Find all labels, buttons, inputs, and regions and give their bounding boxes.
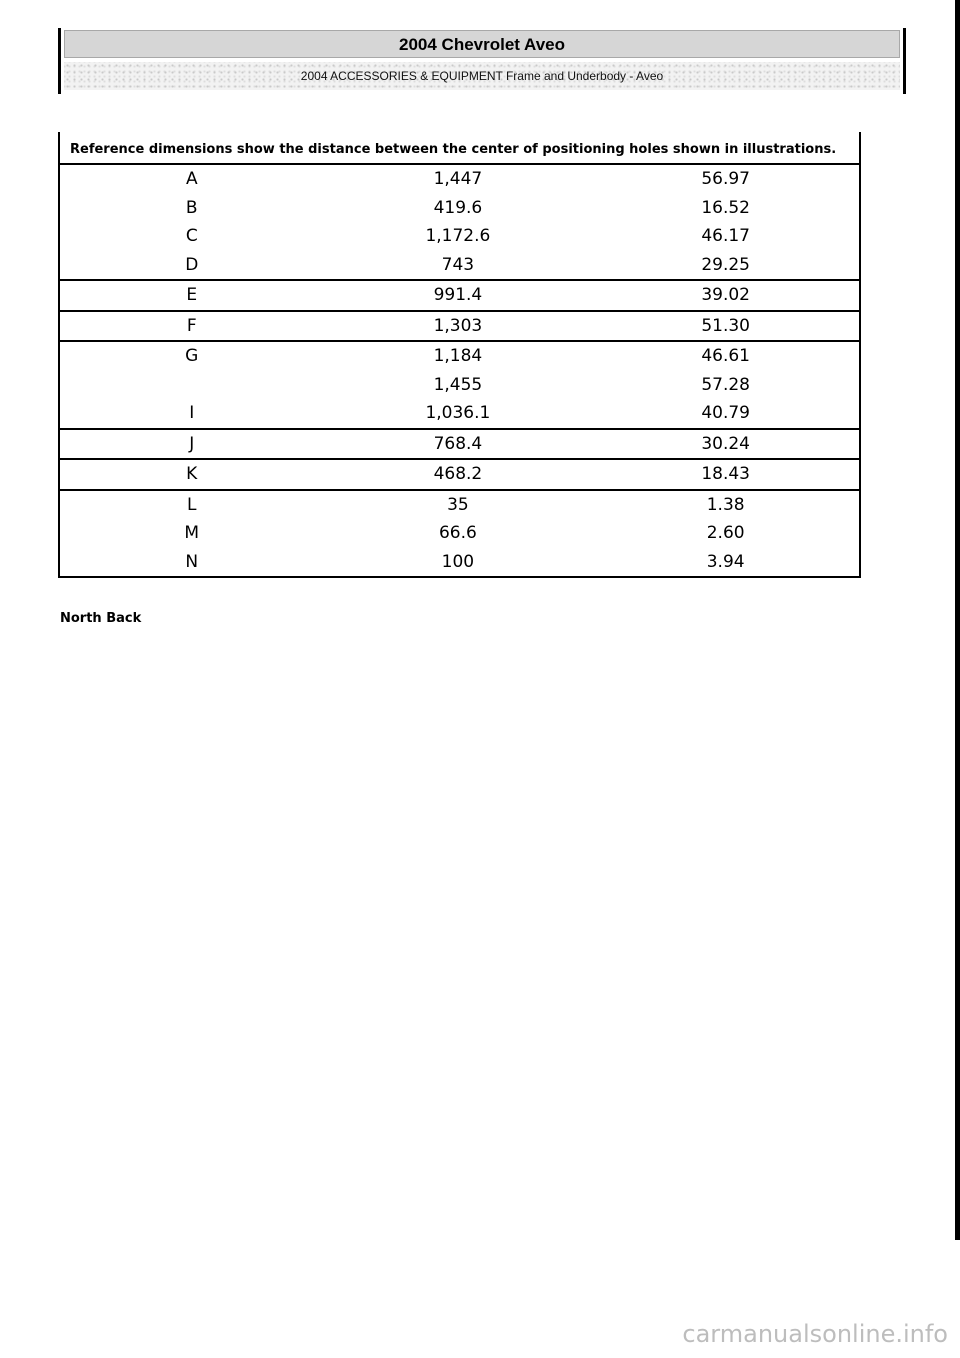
dimension-label: E bbox=[59, 280, 324, 311]
dimension-mm: 743 bbox=[441, 254, 475, 275]
table-row bbox=[59, 548, 860, 578]
table-row bbox=[59, 519, 860, 548]
dimension-mm: 991.4 bbox=[324, 280, 593, 311]
dimension-label: J bbox=[59, 429, 324, 460]
dimension-mm: 768.4 bbox=[324, 429, 593, 460]
dimension-label: N bbox=[185, 551, 199, 572]
dimension-in: 1.38 bbox=[592, 490, 860, 520]
table-row bbox=[59, 459, 860, 490]
dimension-mm: 1,455 bbox=[433, 374, 483, 395]
dimension-label: G bbox=[59, 341, 324, 371]
dimension-mm: 1,303 bbox=[324, 311, 593, 342]
dimension-label: M bbox=[184, 523, 200, 544]
table-note: Reference dimensions show the distance between the center of positioning holes shown in illustrations. bbox=[59, 132, 860, 164]
dimension-in: 40.79 bbox=[701, 403, 750, 424]
dimension-in: 3.94 bbox=[706, 551, 745, 572]
dimension-mm: 1,172.6 bbox=[425, 226, 491, 247]
dimension-mm: 468.2 bbox=[324, 459, 593, 490]
table-row bbox=[59, 222, 860, 251]
table-row bbox=[59, 280, 860, 311]
dimension-label: D bbox=[185, 254, 199, 275]
dimension-label: K bbox=[59, 459, 324, 490]
dimension-in: 2.60 bbox=[706, 523, 745, 544]
dimension-mm: 100 bbox=[441, 551, 475, 572]
right-margin-rule bbox=[955, 0, 960, 1240]
document-header bbox=[58, 28, 906, 94]
table-row bbox=[59, 429, 860, 460]
table-row bbox=[59, 490, 860, 520]
dimension-in: 18.43 bbox=[592, 459, 860, 490]
dimension-in: 51.30 bbox=[592, 311, 860, 342]
dimension-label: L bbox=[59, 490, 324, 520]
table-row bbox=[59, 311, 860, 342]
table-note-row bbox=[59, 132, 860, 164]
header-right-rule bbox=[903, 28, 906, 94]
dimension-in: 46.17 bbox=[701, 226, 750, 247]
dimension-mm: 419.6 bbox=[433, 197, 483, 218]
dimension-in: 29.25 bbox=[701, 254, 750, 275]
dimension-label bbox=[59, 371, 324, 400]
dimension-in: 30.24 bbox=[592, 429, 860, 460]
dimension-label: I bbox=[189, 403, 195, 424]
watermark: carmanualsonline.info bbox=[682, 1320, 948, 1348]
dimension-label: F bbox=[59, 311, 324, 342]
document-title: 2004 Chevrolet Aveo bbox=[64, 30, 900, 58]
footnote: North Back bbox=[60, 611, 142, 626]
dimension-mm: 66.6 bbox=[438, 523, 477, 544]
dimension-in: 57.28 bbox=[701, 374, 750, 395]
table-row bbox=[59, 341, 860, 371]
dimension-in: 56.97 bbox=[701, 169, 750, 190]
table-row bbox=[59, 399, 860, 429]
dimension-in: 39.02 bbox=[592, 280, 860, 311]
table-row bbox=[59, 194, 860, 223]
dimension-mm: 1,447 bbox=[433, 169, 483, 190]
table-row bbox=[59, 251, 860, 281]
table-row bbox=[59, 164, 860, 194]
dimension-table-wrap bbox=[58, 132, 861, 586]
dimension-in: 16.52 bbox=[701, 197, 750, 218]
dimension-table bbox=[58, 132, 861, 578]
dimension-label: A bbox=[185, 169, 198, 190]
document-subtitle: 2004 ACCESSORIES & EQUIPMENT Frame and Underbody - Aveo bbox=[64, 62, 900, 90]
dimension-label: B bbox=[185, 197, 198, 218]
header-left-rule bbox=[58, 28, 61, 94]
dimension-in: 46.61 bbox=[592, 341, 860, 371]
dimension-mm: 35 bbox=[324, 490, 593, 520]
dimension-label: C bbox=[185, 226, 198, 247]
dimension-mm: 1,036.1 bbox=[425, 403, 491, 424]
dimension-mm: 1,184 bbox=[324, 341, 593, 371]
table-row bbox=[59, 371, 860, 400]
